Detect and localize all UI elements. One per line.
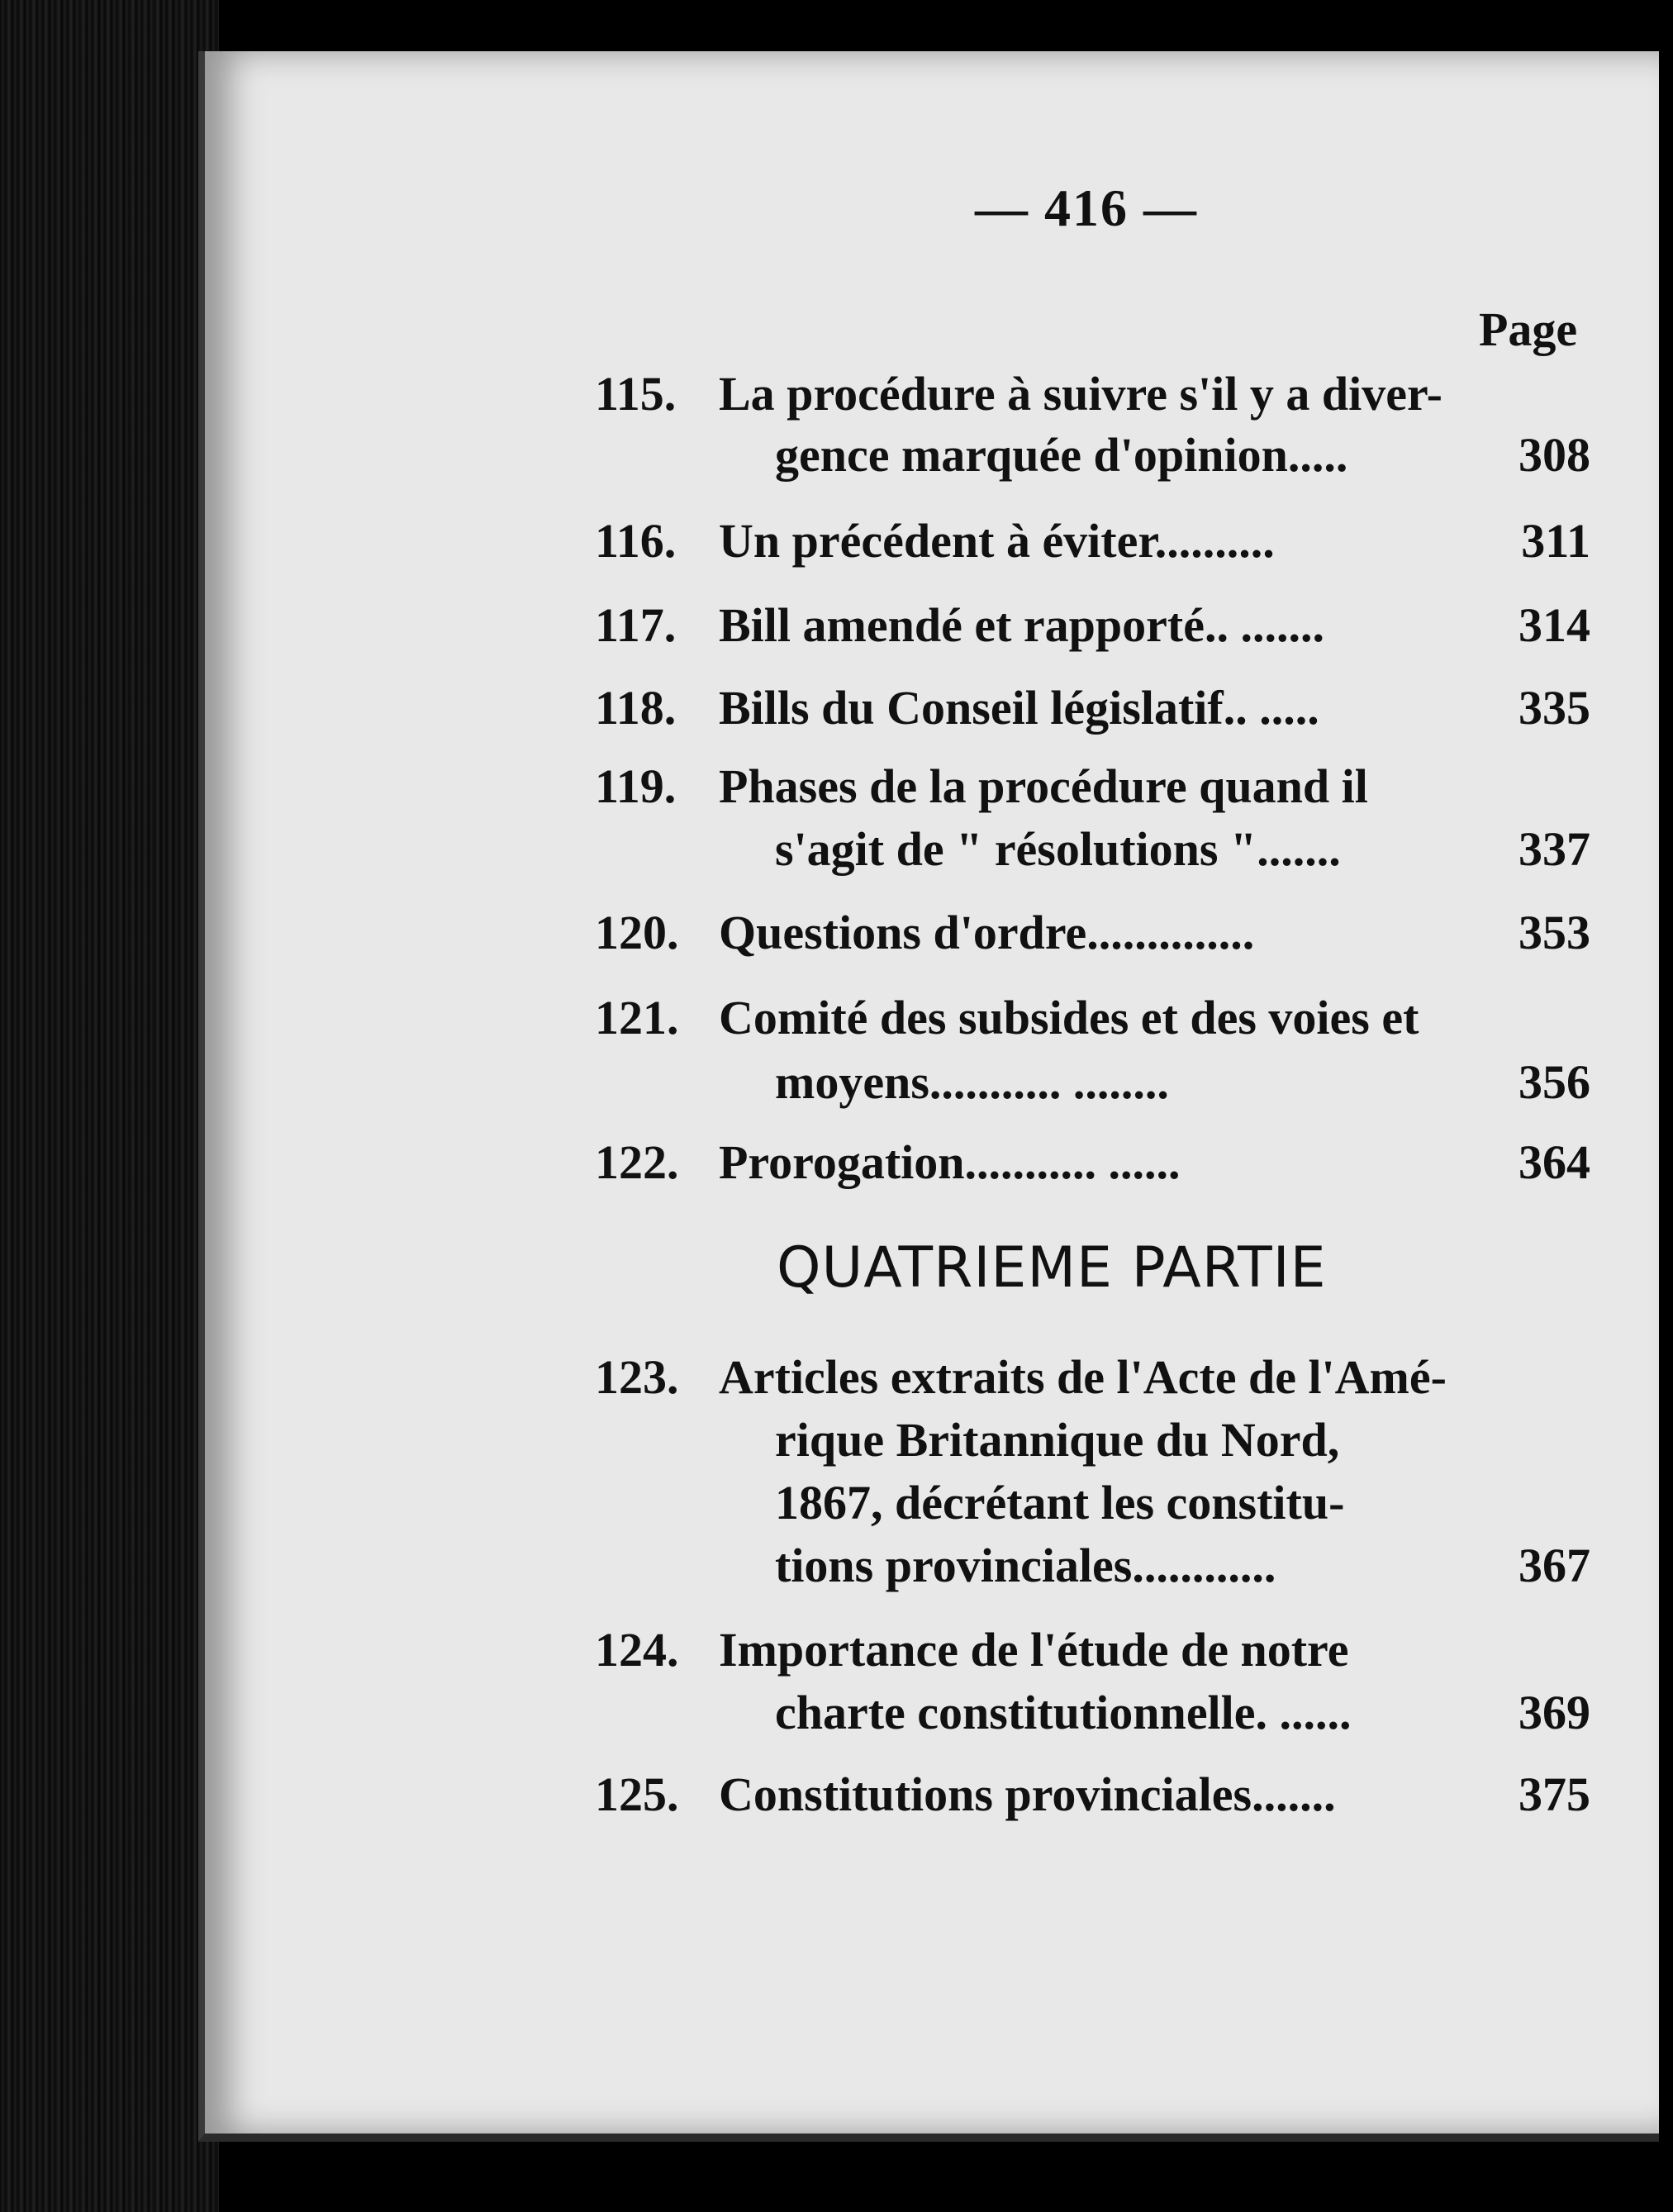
entry-page: 369	[1519, 1686, 1590, 1739]
entry-title-line: Questions d'ordre..............	[719, 906, 1255, 959]
page-column-label: Page	[1479, 302, 1578, 356]
entry-page: 367	[1519, 1539, 1590, 1592]
book-spine-edge	[0, 0, 219, 2212]
entry-title-line: charte constitutionnelle. ......	[775, 1686, 1352, 1739]
entry-title-line: Phases de la procédure quand il	[719, 759, 1368, 813]
entry-title-line: rique Britannique du Nord,	[775, 1413, 1340, 1467]
entry-title-line: 1867, décrétant les constitu-	[775, 1476, 1345, 1529]
entry-page: 364	[1519, 1135, 1590, 1189]
entry-title-line: Bills du Conseil législatif.. .....	[719, 681, 1319, 735]
entry-page: 335	[1519, 681, 1590, 735]
entry-number: 123.	[595, 1350, 679, 1404]
entry-number: 124.	[595, 1623, 679, 1677]
entry-page: 375	[1519, 1767, 1590, 1821]
entry-number: 119.	[595, 759, 677, 813]
entry-page: 311	[1521, 514, 1590, 568]
page-number: — 416 —	[975, 178, 1198, 237]
entry-number: 116.	[595, 514, 677, 568]
entry-number: 120.	[595, 906, 679, 959]
entry-page: 353	[1519, 906, 1590, 959]
entry-number: 115.	[595, 367, 677, 421]
entry-title-line: Importance de l'étude de notre	[719, 1623, 1349, 1677]
section-heading: QUATRIEME PARTIE	[777, 1235, 1327, 1301]
entry-title-line: Articles extraits de l'Acte de l'Amé-	[719, 1350, 1447, 1404]
entry-number: 122.	[595, 1135, 679, 1189]
entry-title-line: La procédure à suivre s'il y a diver-	[719, 367, 1442, 421]
entry-number: 121.	[595, 991, 679, 1044]
entry-title-line: gence marquée d'opinion.....	[775, 428, 1348, 482]
entry-number: 125.	[595, 1767, 679, 1821]
entry-title-line: Prorogation........... ......	[719, 1135, 1181, 1189]
entry-title-line: tions provinciales............	[775, 1539, 1276, 1592]
entry-title-line: Un précédent à éviter..........	[719, 514, 1275, 568]
entry-title-line: moyens........... ........	[775, 1055, 1169, 1109]
entry-page: 308	[1519, 428, 1590, 482]
entry-page: 337	[1519, 822, 1590, 876]
entry-number: 118.	[595, 681, 677, 735]
entry-number: 117.	[595, 598, 677, 652]
entry-title-line: s'agit de " résolutions ".......	[775, 822, 1341, 876]
entry-title-line: Constitutions provinciales.......	[719, 1767, 1336, 1821]
entry-title-line: Bill amendé et rapporté.. .......	[719, 598, 1324, 652]
entry-title-line: Comité des subsides et des voies et	[719, 991, 1419, 1044]
entry-page: 314	[1519, 598, 1590, 652]
entry-page: 356	[1519, 1055, 1590, 1109]
